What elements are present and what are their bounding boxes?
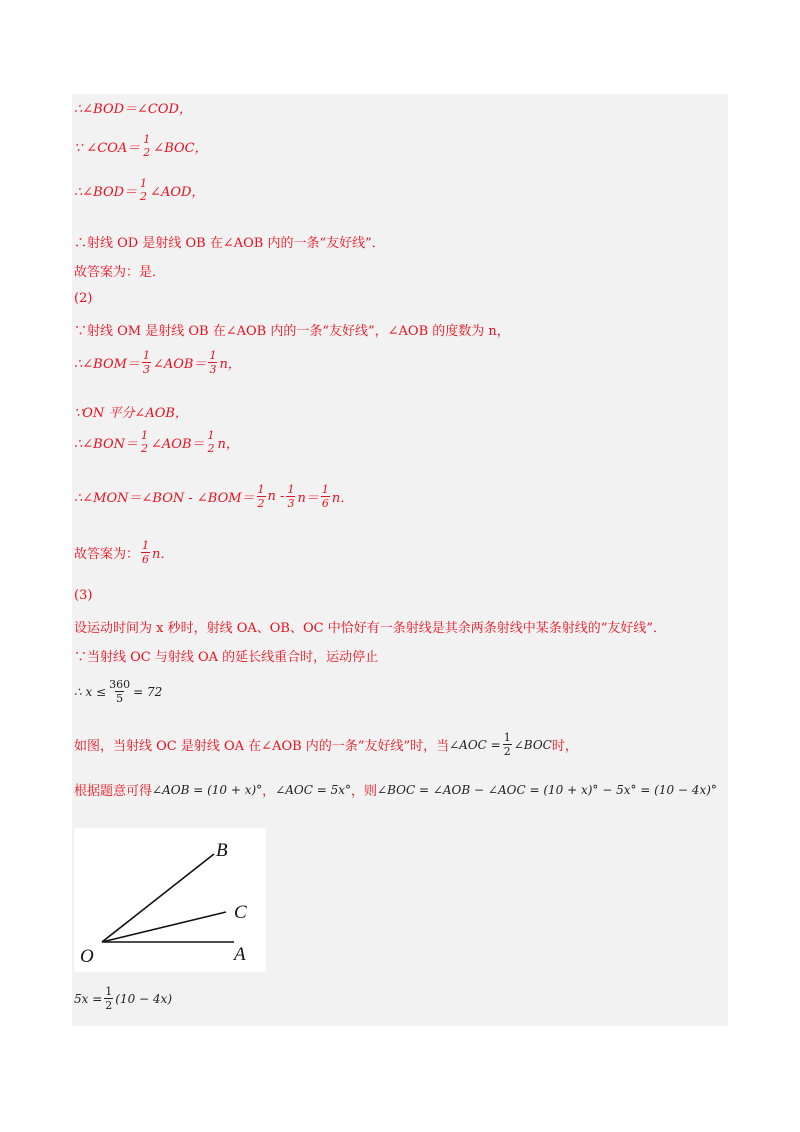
line-8: ∴∠BOM＝ $\frac{1}{3}$ ∠AOB＝ $\frac{1}{3}$ n， — [74, 349, 241, 376]
line-14: 设运动时间为 x 秒时，射线 OA、OB、OC 中恰好有一条射线是其余两条射线中某条射线的“友好线”． — [74, 621, 667, 636]
fraction: 1 2 — [143, 133, 151, 159]
fraction: $\frac{1}{3}$ — [287, 483, 295, 510]
line-19: 5x = $\frac{1}{2}$ (10 − 4x) — [74, 985, 172, 1012]
line-3: ∴∠BOD＝ 1 2 ∠AOD， — [74, 177, 205, 203]
line-18: 根据题意可得 ∠AOB = (10 + x)° ， ∠AOC = 5x° ，则 ∠BOC = ∠AOB − ∠AOC = (10 + x)° − 5x° = (10 − 4x)° — [74, 782, 717, 799]
line-10: ∴∠BON＝ 1 2 ∠AOB＝ 1 2 n， — [74, 429, 239, 455]
fraction: $\frac{1}{2}$ — [257, 483, 265, 510]
line-2: ∵ ∠COA＝ 1 2 ∠BOC， — [74, 133, 208, 159]
fraction: 1 2 — [140, 177, 148, 203]
fraction: 1 2 — [207, 429, 215, 455]
label-b: B — [216, 840, 228, 861]
line-6: (2) — [74, 291, 93, 306]
fraction: $\frac{1}{3}$ — [142, 349, 150, 376]
fraction: $\frac{360}{5}$ — [109, 678, 131, 705]
fraction: $\frac{1}{6}$ — [142, 539, 150, 566]
fraction: $\frac{1}{3}$ — [209, 349, 217, 376]
line-12: 故答案为： $\frac{1}{6}$ n． — [74, 539, 174, 566]
line-9: ∵ON 平分∠AOB， — [74, 406, 188, 421]
fraction: 1 2 — [141, 429, 148, 455]
line-17: 如图，当射线 OC 是射线 OA 在∠AOB 内的一条“友好线”时，当 ∠AOC = $\frac{1}{2}$ ∠BOC 时， — [74, 731, 578, 758]
fraction: $\frac{1}{2}$ — [105, 985, 113, 1012]
label-a: A — [234, 944, 246, 965]
label-c: C — [234, 902, 247, 923]
line-5: 故答案为：是． — [74, 265, 166, 280]
line-11: ∴∠MON＝∠BON - ∠BOM＝ $\frac{1}{2}$ n - $\frac{1}{3}$ n＝ $\frac{1}{6}$ n． — [74, 483, 354, 510]
line-4: ∴射线 OD 是射线 OB 在∠AOB 内的一条“友好线”． — [74, 236, 385, 251]
line-7: ∵射线 OM 是射线 OB 在∠AOB 内的一条“友好线”，∠AOB 的度数为 n， — [74, 324, 510, 339]
line-16: ∴ x ≤ $\frac{360}{5}$ = 72 — [74, 678, 163, 705]
line-1: ∴∠BOD＝∠COD， — [74, 102, 192, 117]
angle-figure — [74, 828, 266, 972]
fraction: $\frac{1}{6}$ — [321, 483, 329, 510]
label-o: O — [80, 946, 94, 967]
fraction: $\frac{1}{2}$ — [503, 731, 511, 758]
angle-diagram — [74, 828, 266, 972]
line-13: (3) — [74, 588, 93, 603]
line-15: ∵当射线 OC 与射线 OA 的延长线重合时，运动停止 — [74, 650, 379, 665]
